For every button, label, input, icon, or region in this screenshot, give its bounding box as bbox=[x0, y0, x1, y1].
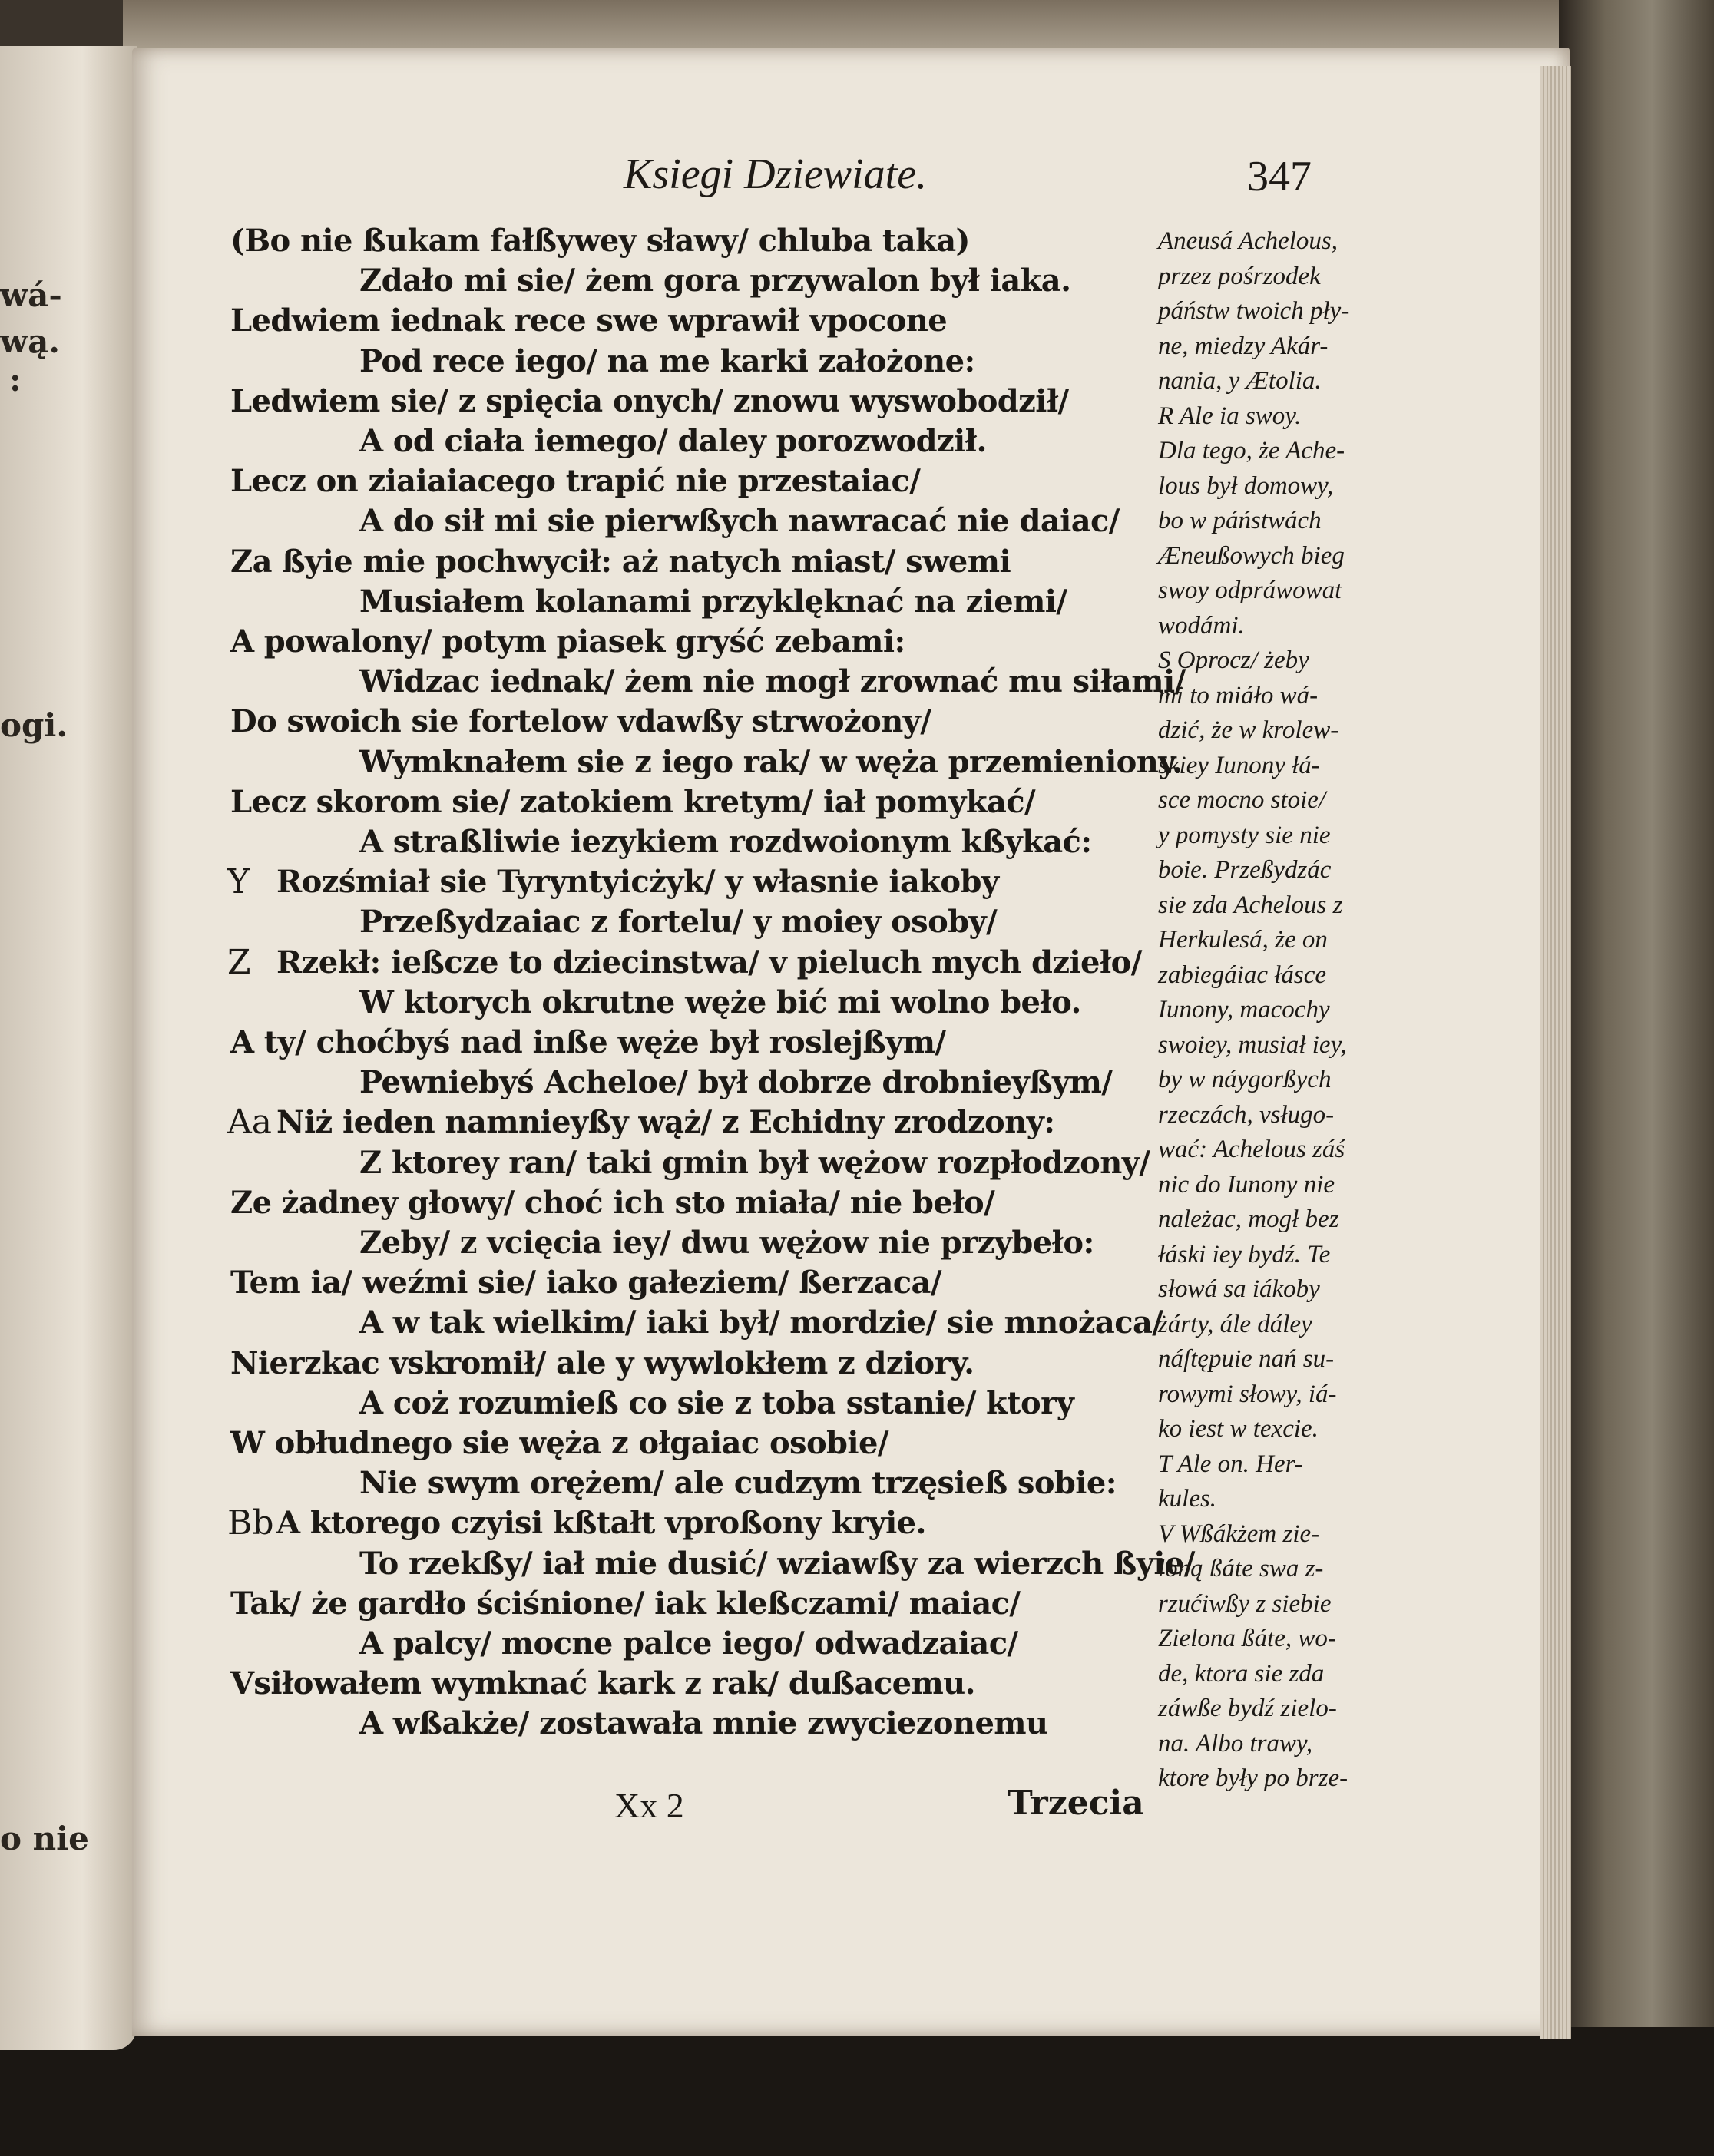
left-page-fragment: o nie bbox=[0, 1820, 89, 1857]
note-line: swoiey, musiał iey, bbox=[1158, 1030, 1347, 1059]
note-line: by w náygorßych bbox=[1158, 1066, 1332, 1093]
note-line: S Oprocz/ żeby bbox=[1158, 646, 1309, 674]
left-page-fragment: wą. bbox=[0, 322, 60, 360]
note-line: náſtępuie nań su- bbox=[1158, 1345, 1335, 1373]
catchword: Trzecia bbox=[1008, 1784, 1144, 1823]
text-line: A do sił mi sie pierwßych nawracać nie daiac/ bbox=[359, 503, 1120, 540]
text-line: Lecz on ziaiaiacego trapić nie przestaiac/ bbox=[230, 463, 921, 500]
note-line: rzućiwßy z siebie bbox=[1158, 1589, 1332, 1618]
text-line: A w tak wielkim/ iaki był/ mordzie/ sie mnożaca/ bbox=[359, 1305, 1163, 1341]
note-line: żárty, ále dáley bbox=[1158, 1310, 1312, 1338]
left-page bbox=[0, 46, 137, 2050]
note-line: R Ale ia swoy. bbox=[1158, 402, 1302, 430]
running-head: Ksiegi Dziewiate. bbox=[624, 150, 928, 198]
page-number: 347 bbox=[1247, 153, 1312, 200]
note-line: sce mocno stoie/ bbox=[1158, 786, 1326, 814]
left-page-fragment: wá- bbox=[0, 276, 62, 314]
gathering-mark: Aa bbox=[227, 1103, 273, 1142]
note-line: páństw twoich pły- bbox=[1158, 297, 1350, 325]
text-line: Ledwiem sie/ z spięcia onych/ znowu wyswobodził/ bbox=[230, 382, 1069, 419]
text-line: A coż rozumieß co sie z toba sstanie/ ktory bbox=[359, 1384, 1074, 1421]
text-line: Niż ieden namnieyßy wąż/ z Echidny zrodzony: bbox=[276, 1104, 1055, 1141]
text-line: A od ciała iemego/ daley porozwodził. bbox=[359, 423, 987, 459]
note-line: loną ßáte swa z- bbox=[1158, 1555, 1324, 1582]
text-line: Rozśmiał sie Tyryntyicżyk/ y własnie iakoby bbox=[276, 864, 999, 901]
note-line: Iunony, macochy bbox=[1158, 996, 1330, 1023]
note-line: swoy odpráwowat bbox=[1158, 577, 1342, 604]
text-line: Za ßyie mie pochwycił: aż natych miast/ swemi bbox=[230, 543, 1011, 580]
note-line: ko iest w texcie. bbox=[1158, 1415, 1319, 1443]
text-line: Tak/ że gardło ściśnione/ iak kleßczami/ maiac/ bbox=[230, 1585, 1021, 1622]
gathering-mark: Y bbox=[227, 862, 250, 902]
note-line: Æneußowych bieg bbox=[1158, 541, 1345, 570]
note-line: Dla tego, że Ache- bbox=[1158, 437, 1345, 465]
note-line: wodámi. bbox=[1158, 611, 1245, 640]
text-line: Nie swym orężem/ ale cudzym trzęsieß sobie: bbox=[359, 1465, 1117, 1502]
note-line: Zielona ßáte, wo- bbox=[1158, 1625, 1336, 1652]
text-line: A wßakże/ zostawała mnie zwyciezonemu bbox=[359, 1705, 1048, 1742]
text-line: Vsiłowałem wymknać kark z rak/ dußacemu. bbox=[230, 1665, 975, 1702]
note-line: wać: Achelous záś bbox=[1158, 1136, 1345, 1163]
note-line: Herkulesá, że on bbox=[1158, 926, 1328, 954]
gathering-mark: Z bbox=[227, 942, 251, 982]
gathering-mark: Bb bbox=[227, 1503, 274, 1543]
note-line: mi to miáło wá- bbox=[1158, 681, 1319, 709]
left-page-fragment: ogi. bbox=[0, 706, 68, 744]
text-line: Pod rece iego/ na me karki założone: bbox=[359, 342, 975, 379]
note-line: V Wßákżem zie- bbox=[1158, 1519, 1320, 1548]
note-line: rzeczách, vsługo- bbox=[1158, 1100, 1335, 1129]
book-right-edge bbox=[1559, 0, 1714, 2156]
text-line: Ledwiem iednak rece swe wprawił vpocone bbox=[230, 303, 948, 339]
note-line: sie zda Achelous z bbox=[1158, 891, 1343, 919]
text-line: Nierzkac vskromił/ ale y wywlokłem z dziory. bbox=[230, 1344, 974, 1381]
note-line: zabiegáiac łásce bbox=[1158, 961, 1327, 989]
note-line: łáski iey bydź. Te bbox=[1158, 1240, 1331, 1268]
text-line: A ty/ choćbyś nad inße węże był roslejßym/ bbox=[230, 1024, 946, 1060]
note-line: przez pośrzodek bbox=[1158, 262, 1321, 290]
note-line: nania, y Ætolia. bbox=[1158, 367, 1322, 395]
text-line: A ktorego czyisi kßtałt vproßony kryie. bbox=[276, 1505, 926, 1542]
text-line: A straßliwie iezykiem rozdwoionym kßykać: bbox=[359, 824, 1092, 860]
text-line: (Bo nie ßukam fałßywey sławy/ chluba taka) bbox=[230, 223, 970, 259]
text-line: W ktorych okrutne węże bić mi wolno beło. bbox=[359, 984, 1081, 1020]
note-line: dzić, że w krolew- bbox=[1158, 716, 1339, 744]
note-line: rowymi słowy, iá- bbox=[1158, 1380, 1337, 1408]
text-line: To rzekßy/ iał mie dusić/ wziawßy za wierzch ßyie/ bbox=[359, 1545, 1195, 1582]
note-line: boie. Przeßydzác bbox=[1158, 856, 1332, 884]
text-line: Pewniebyś Acheloe/ był dobrze drobnieyßym/ bbox=[359, 1064, 1113, 1101]
note-line: słowá sa iákoby bbox=[1158, 1275, 1320, 1303]
note-line: bo w páństwách bbox=[1158, 507, 1322, 534]
text-line: Tem ia/ weźmi sie/ iako gałeziem/ ßerzaca/ bbox=[230, 1265, 941, 1301]
text-line: Ze żadney głowy/ choć ich sto miała/ nie beło/ bbox=[230, 1184, 995, 1221]
note-line: Aneusá Achelous, bbox=[1158, 227, 1338, 255]
text-line: Wymknałem sie z iego rak/ w węża przemieniony. bbox=[359, 743, 1183, 780]
note-line: de, ktora sie zda bbox=[1158, 1659, 1325, 1688]
text-line: Rzekł: ießcze to dziecinstwa/ v pieluch mych dzieło/ bbox=[276, 944, 1142, 980]
signature-mark: Xx 2 bbox=[614, 1786, 684, 1825]
note-line: kules. bbox=[1158, 1485, 1217, 1513]
text-line: Z ktorey ran/ taki gmin był wężow rozpłodzony/ bbox=[359, 1144, 1150, 1181]
note-line: y pomysty sie nie bbox=[1158, 821, 1331, 849]
text-line: Przeßydzaiac z fortelu/ y moiey osoby/ bbox=[359, 904, 998, 941]
note-line: záwße bydź zielo- bbox=[1158, 1695, 1337, 1722]
note-line: na. Albo trawy, bbox=[1158, 1729, 1313, 1758]
text-line: Widzac iednak/ żem nie mogł zrownać mu siłami/ bbox=[359, 663, 1186, 700]
text-line: A palcy/ mocne palce iego/ odwadzaiac/ bbox=[359, 1625, 1018, 1662]
note-line: ne, miedzy Akár- bbox=[1158, 332, 1329, 360]
text-line: Zeby/ z vcięcia iey/ dwu wężow nie przybeło: bbox=[359, 1225, 1094, 1261]
text-line: Do swoich sie fortelow vdawßy strwożony/ bbox=[230, 703, 931, 740]
text-line: A powalony/ potym piasek gryść zebami: bbox=[230, 623, 905, 660]
note-line: ktore były po brze- bbox=[1158, 1764, 1348, 1792]
text-line: Lecz skorom sie/ zatokiem kretym/ iał pomykać/ bbox=[230, 783, 1036, 820]
background-bottom bbox=[0, 2027, 1714, 2156]
note-line: nic do Iunony nie bbox=[1158, 1170, 1335, 1199]
note-line: lous był domowy, bbox=[1158, 471, 1334, 500]
text-line: Musiałem kolanami przyklęknać na ziemi/ bbox=[359, 583, 1067, 620]
page-edges bbox=[1540, 66, 1571, 2039]
left-page-fragment: : bbox=[9, 361, 22, 398]
text-line: W obłudnego sie węża z ołgaiac osobie/ bbox=[230, 1425, 888, 1461]
text-line: Zdało mi sie/ żem gora przywalon był iaka. bbox=[359, 263, 1071, 299]
note-line: należac, mogł bez bbox=[1158, 1205, 1339, 1233]
note-line: skiey Iunony łá- bbox=[1158, 751, 1320, 779]
note-line: T Ale on. Her- bbox=[1158, 1450, 1303, 1478]
